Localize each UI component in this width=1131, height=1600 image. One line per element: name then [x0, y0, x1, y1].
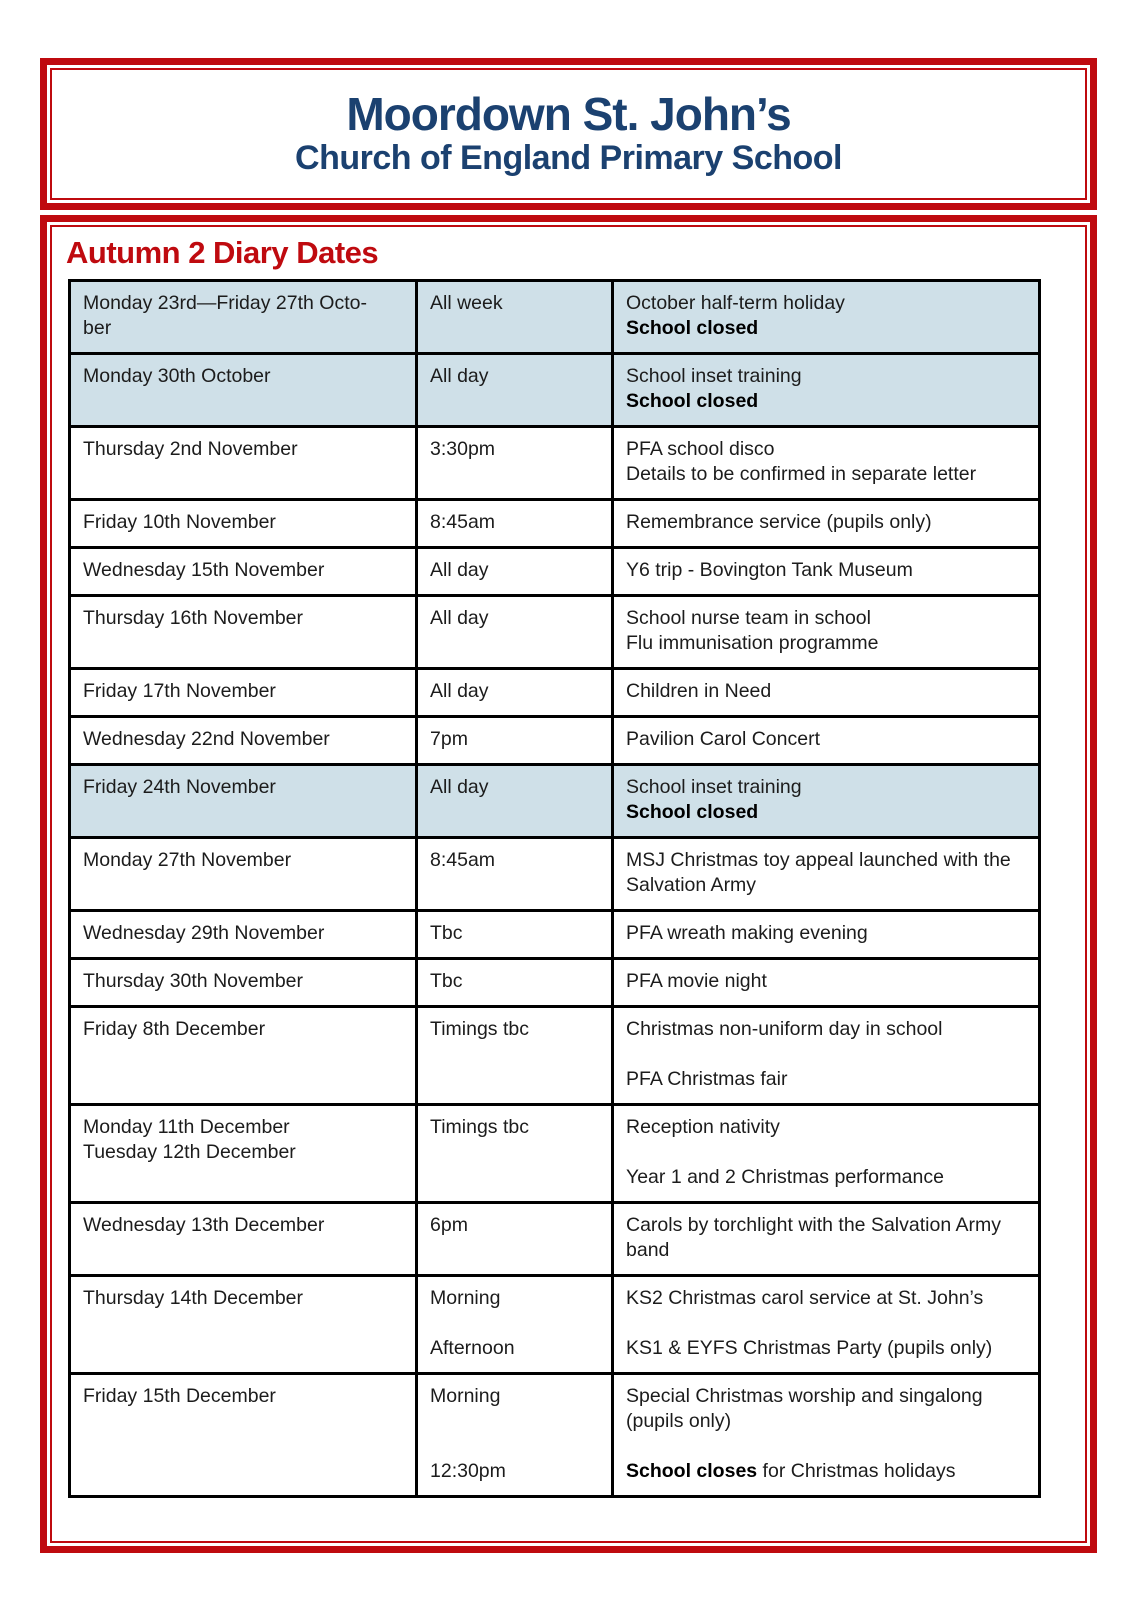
diary-row: [70, 1203, 1040, 1276]
time-cell: All day: [417, 765, 613, 838]
diary-row: [70, 500, 1040, 548]
date-cell: Thursday 2nd November: [70, 427, 417, 500]
date-cell: Monday 27th November: [70, 838, 417, 911]
date-cell: Friday 17th November: [70, 669, 417, 717]
time-cell: All day: [417, 354, 613, 427]
diary-row: [70, 1276, 1040, 1374]
school-name-line1: Moordown St. John’s: [346, 88, 791, 141]
diary-row: [70, 596, 1040, 669]
section-title: Autumn 2 Diary Dates: [66, 235, 379, 270]
event-cell: PFA school disco Details to be confirmed in separate letter: [613, 427, 1040, 500]
time-cell: Tbc: [417, 959, 613, 1007]
date-cell: Friday 24th November: [70, 765, 417, 838]
event-cell: PFA movie night: [613, 959, 1040, 1007]
diary-row: [70, 1105, 1040, 1203]
diary-row: [70, 669, 1040, 717]
date-cell: Friday 8th December: [70, 1007, 417, 1105]
time-cell: All day: [417, 596, 613, 669]
date-cell: Monday 23rd—Friday 27th Octo- ber: [70, 281, 417, 354]
time-cell: 8:45am: [417, 500, 613, 548]
diary-row: [70, 717, 1040, 765]
diary-dates-inner: [50, 225, 1087, 1543]
date-cell: Wednesday 13th December: [70, 1203, 417, 1276]
diary-row: [70, 911, 1040, 959]
date-cell: Wednesday 22nd November: [70, 717, 417, 765]
event-cell: Y6 trip - Bovington Tank Museum: [613, 548, 1040, 596]
event-cell: Remembrance service (pupils only): [613, 500, 1040, 548]
date-cell: Friday 15th December: [70, 1374, 417, 1497]
date-cell: Thursday 14th December: [70, 1276, 417, 1374]
diary-row: [70, 959, 1040, 1007]
time-cell: All week: [417, 281, 613, 354]
event-cell: School inset training School closed: [613, 765, 1040, 838]
event-cell: Carols by torchlight with the Salvation Army band: [613, 1203, 1040, 1276]
time-cell: Tbc: [417, 911, 613, 959]
time-cell: Morning 12:30pm: [417, 1374, 613, 1497]
event-cell: PFA wreath making evening: [613, 911, 1040, 959]
date-cell: Thursday 16th November: [70, 596, 417, 669]
time-cell: Morning Afternoon: [417, 1276, 613, 1374]
time-cell: Timings tbc: [417, 1007, 613, 1105]
time-cell: 7pm: [417, 717, 613, 765]
event-cell: Pavilion Carol Concert: [613, 717, 1040, 765]
event-cell: KS2 Christmas carol service at St. John’s KS1 & EYFS Christmas Party (pupils only): [613, 1276, 1040, 1374]
date-cell: Monday 11th December Tuesday 12th December: [70, 1105, 417, 1203]
time-cell: 6pm: [417, 1203, 613, 1276]
event-cell: MSJ Christmas toy appeal launched with the Salvation Army: [613, 838, 1040, 911]
diary-row: [70, 354, 1040, 427]
school-name-line2: Church of England Primary School: [295, 138, 842, 177]
diary-row: [70, 1007, 1040, 1105]
date-cell: Thursday 30th November: [70, 959, 417, 1007]
date-cell: Wednesday 15th November: [70, 548, 417, 596]
event-cell: Special Christmas worship and singalong (pupils only) School closes for Christmas holidays: [613, 1374, 1040, 1497]
event-cell: Christmas non-uniform day in school PFA Christmas fair: [613, 1007, 1040, 1105]
school-header-box: [40, 58, 1097, 210]
diary-table-body: [70, 281, 1040, 1497]
diary-row: [70, 427, 1040, 500]
date-cell: Monday 30th October: [70, 354, 417, 427]
event-cell: School inset training School closed: [613, 354, 1040, 427]
time-cell: Timings tbc: [417, 1105, 613, 1203]
event-cell: Children in Need: [613, 669, 1040, 717]
event-cell: October half-term holiday School closed: [613, 281, 1040, 354]
diary-row: [70, 765, 1040, 838]
diary-row: [70, 838, 1040, 911]
time-cell: All day: [417, 548, 613, 596]
event-cell: School nurse team in school Flu immunisation programme: [613, 596, 1040, 669]
diary-row: [70, 1374, 1040, 1497]
time-cell: 3:30pm: [417, 427, 613, 500]
event-cell: Reception nativity Year 1 and 2 Christmas performance: [613, 1105, 1040, 1203]
time-cell: All day: [417, 669, 613, 717]
diary-dates-box: [40, 215, 1097, 1553]
diary-row: [70, 548, 1040, 596]
date-cell: Wednesday 29th November: [70, 911, 417, 959]
time-cell: 8:45am: [417, 838, 613, 911]
date-cell: Friday 10th November: [70, 500, 417, 548]
diary-table: [68, 279, 1041, 1498]
school-header-inner: [50, 68, 1087, 200]
diary-row: [70, 281, 1040, 354]
